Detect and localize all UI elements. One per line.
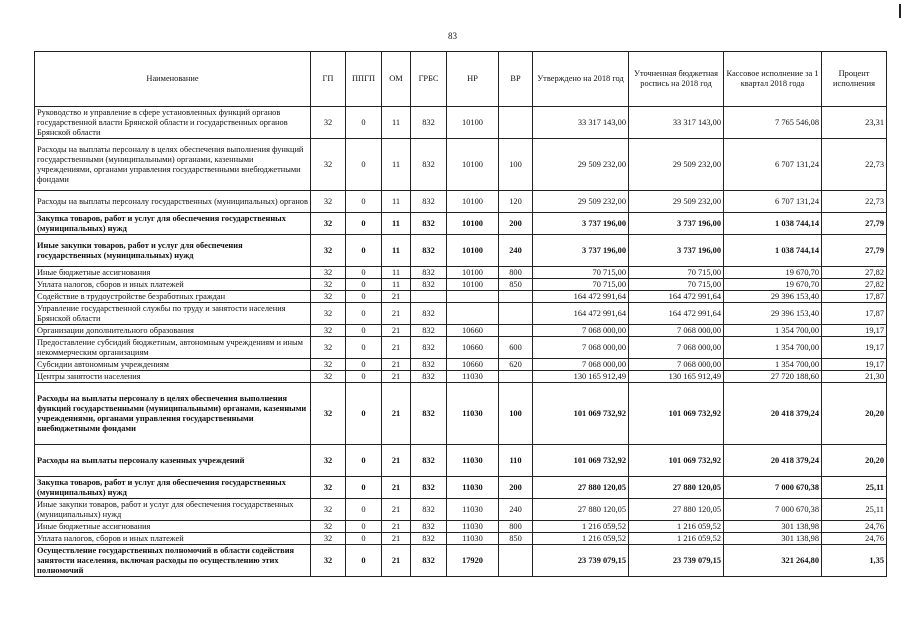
cell-om: 11 [382,235,411,267]
cell-gp: 32 [311,279,346,291]
cell-grbs: 832 [411,279,447,291]
table-row [35,291,887,303]
cell-vr [499,107,533,139]
cell-gp: 32 [311,139,346,191]
cell-cash: 20 418 379,24 [724,445,822,477]
cell-approved: 7 068 000,00 [533,325,629,337]
table-row [35,445,887,477]
header-grbs: ГРБС [411,52,447,107]
cell-nr: 11030 [447,533,499,545]
cell-gp: 32 [311,545,346,577]
cell-refined: 33 317 143,00 [629,107,724,139]
cell-ppgp: 0 [346,279,382,291]
cell-ppgp: 0 [346,499,382,521]
cell-ppgp: 0 [346,477,382,499]
cell-nr: 11030 [447,499,499,521]
cell-nr: 11030 [447,445,499,477]
header-percent: Процент исполнения [822,52,887,107]
cell-om: 21 [382,545,411,577]
cell-gp: 32 [311,191,346,213]
cell-om: 21 [382,521,411,533]
cell-pct: 17,87 [822,291,887,303]
cell-om: 21 [382,337,411,359]
cell-gp: 32 [311,107,346,139]
cell-gp: 32 [311,325,346,337]
cell-nr: 10100 [447,279,499,291]
cell-vr: 100 [499,139,533,191]
header-row [35,52,887,107]
cell-refined: 70 715,00 [629,279,724,291]
table-row [35,213,887,235]
cell-gp: 32 [311,291,346,303]
table-row [35,139,887,191]
cell-name: Осуществление государственных полномочий в области содействия занятости населения, включая расходы по осуществлению этих полномочий [35,545,311,577]
cell-ppgp: 0 [346,191,382,213]
cell-grbs: 832 [411,213,447,235]
cell-vr: 620 [499,359,533,371]
cell-nr: 10660 [447,325,499,337]
cell-vr: 100 [499,383,533,445]
cell-nr: 10100 [447,235,499,267]
cell-name: Закупка товаров, работ и услуг для обеспечения государственных (муниципальных) нужд [35,477,311,499]
cell-name: Управление государственной службы по труду и занятости населения Брянской области [35,303,311,325]
cell-nr [447,291,499,303]
cell-approved: 27 880 120,05 [533,499,629,521]
cell-grbs: 832 [411,545,447,577]
table-row [35,521,887,533]
cell-gp: 32 [311,477,346,499]
cell-approved: 3 737 196,00 [533,213,629,235]
table-row [35,371,887,383]
cell-grbs: 832 [411,267,447,279]
cell-vr [499,303,533,325]
table-row [35,191,887,213]
header-vr: ВР [499,52,533,107]
cell-ppgp: 0 [346,213,382,235]
page-number: 83 [448,31,457,41]
cell-grbs: 832 [411,445,447,477]
cell-om: 21 [382,445,411,477]
cell-ppgp: 0 [346,107,382,139]
table-row [35,107,887,139]
header-cash: Кассовое исполнение за 1 квартал 2018 года [724,52,822,107]
cell-nr: 10660 [447,359,499,371]
cell-ppgp: 0 [346,533,382,545]
cell-pct: 22,73 [822,139,887,191]
cell-approved: 164 472 991,64 [533,303,629,325]
cell-pct: 20,20 [822,383,887,445]
cell-cash: 301 138,98 [724,533,822,545]
scan-edge-mark [899,4,901,18]
cell-pct: 24,76 [822,533,887,545]
cell-vr [499,545,533,577]
cell-gp: 32 [311,359,346,371]
cell-name: Уплата налогов, сборов и иных платежей [35,533,311,545]
cell-om: 11 [382,267,411,279]
cell-om: 21 [382,303,411,325]
cell-nr: 17920 [447,545,499,577]
table-row [35,267,887,279]
cell-gp: 32 [311,235,346,267]
cell-cash: 20 418 379,24 [724,383,822,445]
cell-om: 21 [382,371,411,383]
table-row [35,337,887,359]
cell-vr [499,325,533,337]
cell-gp: 32 [311,383,346,445]
table-row [35,325,887,337]
header-name: Наименование [35,52,311,107]
cell-approved: 7 068 000,00 [533,337,629,359]
cell-approved: 101 069 732,92 [533,383,629,445]
cell-om: 11 [382,279,411,291]
cell-name: Иные бюджетные ассигнования [35,267,311,279]
cell-pct: 19,17 [822,337,887,359]
cell-cash: 301 138,98 [724,521,822,533]
cell-om: 11 [382,139,411,191]
cell-cash: 6 707 131,24 [724,139,822,191]
cell-ppgp: 0 [346,445,382,477]
header-om: ОМ [382,52,411,107]
cell-vr: 850 [499,533,533,545]
cell-om: 21 [382,477,411,499]
cell-grbs: 832 [411,533,447,545]
cell-pct: 27,82 [822,279,887,291]
cell-grbs: 832 [411,325,447,337]
cell-vr: 240 [499,499,533,521]
cell-name: Расходы на выплаты персоналу казенных учреждений [35,445,311,477]
cell-cash: 1 038 744,14 [724,213,822,235]
cell-ppgp: 0 [346,371,382,383]
cell-gp: 32 [311,213,346,235]
cell-approved: 1 216 059,52 [533,533,629,545]
cell-refined: 164 472 991,64 [629,291,724,303]
cell-vr: 800 [499,267,533,279]
cell-grbs: 832 [411,107,447,139]
cell-gp: 32 [311,533,346,545]
cell-grbs: 832 [411,383,447,445]
cell-nr: 11030 [447,383,499,445]
cell-refined: 101 069 732,92 [629,383,724,445]
cell-grbs: 832 [411,521,447,533]
cell-nr: 10100 [447,139,499,191]
cell-name: Расходы на выплаты персоналу государственных (муниципальных) органов [35,191,311,213]
cell-pct: 19,17 [822,325,887,337]
cell-nr: 10100 [447,107,499,139]
cell-cash: 27 720 188,60 [724,371,822,383]
budget-table [34,51,887,577]
cell-pct: 27,82 [822,267,887,279]
table-row [35,477,887,499]
cell-name: Центры занятости населения [35,371,311,383]
cell-cash: 321 264,80 [724,545,822,577]
cell-cash: 6 707 131,24 [724,191,822,213]
cell-grbs: 832 [411,235,447,267]
cell-om: 21 [382,499,411,521]
cell-pct: 19,17 [822,359,887,371]
cell-refined: 7 068 000,00 [629,359,724,371]
cell-vr: 120 [499,191,533,213]
cell-grbs: 832 [411,139,447,191]
cell-ppgp: 0 [346,291,382,303]
cell-name: Расходы на выплаты персоналу в целях обеспечения выполнения функций государственными (муниципальными) органами, казенными учреждениями, органами управления государственными внебюджетными фондами [35,383,311,445]
cell-pct: 27,79 [822,213,887,235]
cell-ppgp: 0 [346,235,382,267]
cell-cash: 7 000 670,38 [724,499,822,521]
cell-gp: 32 [311,521,346,533]
cell-grbs: 832 [411,359,447,371]
cell-refined: 164 472 991,64 [629,303,724,325]
cell-vr: 200 [499,477,533,499]
cell-cash: 1 354 700,00 [724,359,822,371]
cell-nr: 10100 [447,191,499,213]
cell-vr: 850 [499,279,533,291]
cell-refined: 27 880 120,05 [629,477,724,499]
cell-ppgp: 0 [346,139,382,191]
header-ppgp: ППГП [346,52,382,107]
cell-pct: 25,11 [822,499,887,521]
cell-nr: 10100 [447,267,499,279]
cell-gp: 32 [311,337,346,359]
table-row [35,303,887,325]
cell-approved: 70 715,00 [533,279,629,291]
cell-cash: 7 765 546,08 [724,107,822,139]
cell-grbs [411,291,447,303]
table-row [35,533,887,545]
header-gp: ГП [311,52,346,107]
cell-om: 21 [382,359,411,371]
cell-pct: 22,73 [822,191,887,213]
cell-name: Уплата налогов, сборов и иных платежей [35,279,311,291]
cell-approved: 29 509 232,00 [533,191,629,213]
cell-name: Субсидии автономным учреждениям [35,359,311,371]
cell-name: Закупка товаров, работ и услуг для обеспечения государственных (муниципальных) нужд [35,213,311,235]
cell-refined: 29 509 232,00 [629,191,724,213]
cell-ppgp: 0 [346,303,382,325]
header-approved: Утверждено на 2018 год [533,52,629,107]
cell-grbs: 832 [411,371,447,383]
cell-approved: 101 069 732,92 [533,445,629,477]
cell-om: 11 [382,191,411,213]
cell-refined: 3 737 196,00 [629,235,724,267]
cell-cash: 7 000 670,38 [724,477,822,499]
cell-approved: 33 317 143,00 [533,107,629,139]
cell-vr [499,371,533,383]
cell-cash: 1 354 700,00 [724,325,822,337]
cell-name: Предоставление субсидий бюджетным, автономным учреждениям и иным некоммерческим организациям [35,337,311,359]
table-row [35,279,887,291]
cell-name: Иные закупки товаров, работ и услуг для обеспечения государственных (муниципальных) нужд [35,235,311,267]
cell-refined: 70 715,00 [629,267,724,279]
table-row [35,499,887,521]
cell-ppgp: 0 [346,325,382,337]
cell-cash: 1 354 700,00 [724,337,822,359]
cell-gp: 32 [311,371,346,383]
cell-name: Расходы на выплаты персоналу в целях обеспечения выполнения функций государственными (муниципальными) органами, казенными учреждениями, органами управления государственными внебюджетными фондами [35,139,311,191]
table-row [35,359,887,371]
cell-cash: 1 038 744,14 [724,235,822,267]
cell-refined: 27 880 120,05 [629,499,724,521]
cell-ppgp: 0 [346,521,382,533]
cell-ppgp: 0 [346,545,382,577]
cell-vr [499,291,533,303]
cell-nr: 11030 [447,371,499,383]
cell-name: Руководство и управление в сфере установленных функций органов государственной власти Брянской области и государственных органов Брянской области [35,107,311,139]
cell-approved: 27 880 120,05 [533,477,629,499]
cell-vr: 110 [499,445,533,477]
cell-approved: 23 739 079,15 [533,545,629,577]
cell-nr: 10660 [447,337,499,359]
cell-approved: 70 715,00 [533,267,629,279]
cell-nr: 10100 [447,213,499,235]
cell-nr: 11030 [447,521,499,533]
cell-refined: 101 069 732,92 [629,445,724,477]
cell-cash: 19 670,70 [724,279,822,291]
cell-vr: 200 [499,213,533,235]
cell-approved: 3 737 196,00 [533,235,629,267]
cell-pct: 27,79 [822,235,887,267]
cell-gp: 32 [311,445,346,477]
cell-om: 21 [382,533,411,545]
cell-approved: 130 165 912,49 [533,371,629,383]
cell-grbs: 832 [411,477,447,499]
table-row [35,545,887,577]
cell-om: 11 [382,213,411,235]
table-row [35,235,887,267]
cell-refined: 3 737 196,00 [629,213,724,235]
cell-refined: 23 739 079,15 [629,545,724,577]
cell-gp: 32 [311,303,346,325]
cell-pct: 24,76 [822,521,887,533]
cell-cash: 19 670,70 [724,267,822,279]
cell-nr [447,303,499,325]
cell-pct: 1,35 [822,545,887,577]
cell-grbs: 832 [411,191,447,213]
cell-vr: 800 [499,521,533,533]
cell-nr: 11030 [447,477,499,499]
cell-ppgp: 0 [346,359,382,371]
cell-refined: 130 165 912,49 [629,371,724,383]
cell-refined: 29 509 232,00 [629,139,724,191]
cell-gp: 32 [311,499,346,521]
cell-pct: 17,87 [822,303,887,325]
cell-om: 21 [382,291,411,303]
cell-om: 11 [382,107,411,139]
cell-name: Содействие в трудоустройстве безработных граждан [35,291,311,303]
cell-approved: 7 068 000,00 [533,359,629,371]
cell-refined: 7 068 000,00 [629,325,724,337]
cell-grbs: 832 [411,303,447,325]
cell-grbs: 832 [411,499,447,521]
cell-pct: 23,31 [822,107,887,139]
cell-vr: 240 [499,235,533,267]
cell-approved: 164 472 991,64 [533,291,629,303]
cell-vr: 600 [499,337,533,359]
header-refined: Уточненная бюджетная роспись на 2018 год [629,52,724,107]
cell-name: Организации дополнительного образования [35,325,311,337]
cell-name: Иные бюджетные ассигнования [35,521,311,533]
cell-ppgp: 0 [346,337,382,359]
table-body [35,107,887,577]
cell-refined: 1 216 059,52 [629,533,724,545]
cell-grbs: 832 [411,337,447,359]
cell-refined: 7 068 000,00 [629,337,724,359]
cell-om: 21 [382,383,411,445]
cell-approved: 29 509 232,00 [533,139,629,191]
cell-ppgp: 0 [346,383,382,445]
table-row [35,383,887,445]
cell-approved: 1 216 059,52 [533,521,629,533]
cell-pct: 21,30 [822,371,887,383]
cell-ppgp: 0 [346,267,382,279]
cell-om: 21 [382,325,411,337]
cell-gp: 32 [311,267,346,279]
cell-cash: 29 396 153,40 [724,303,822,325]
cell-pct: 20,20 [822,445,887,477]
header-nr: НР [447,52,499,107]
cell-name: Иные закупки товаров, работ и услуг для обеспечения государственных (муниципальных) нужд [35,499,311,521]
cell-pct: 25,11 [822,477,887,499]
cell-refined: 1 216 059,52 [629,521,724,533]
cell-cash: 29 396 153,40 [724,291,822,303]
